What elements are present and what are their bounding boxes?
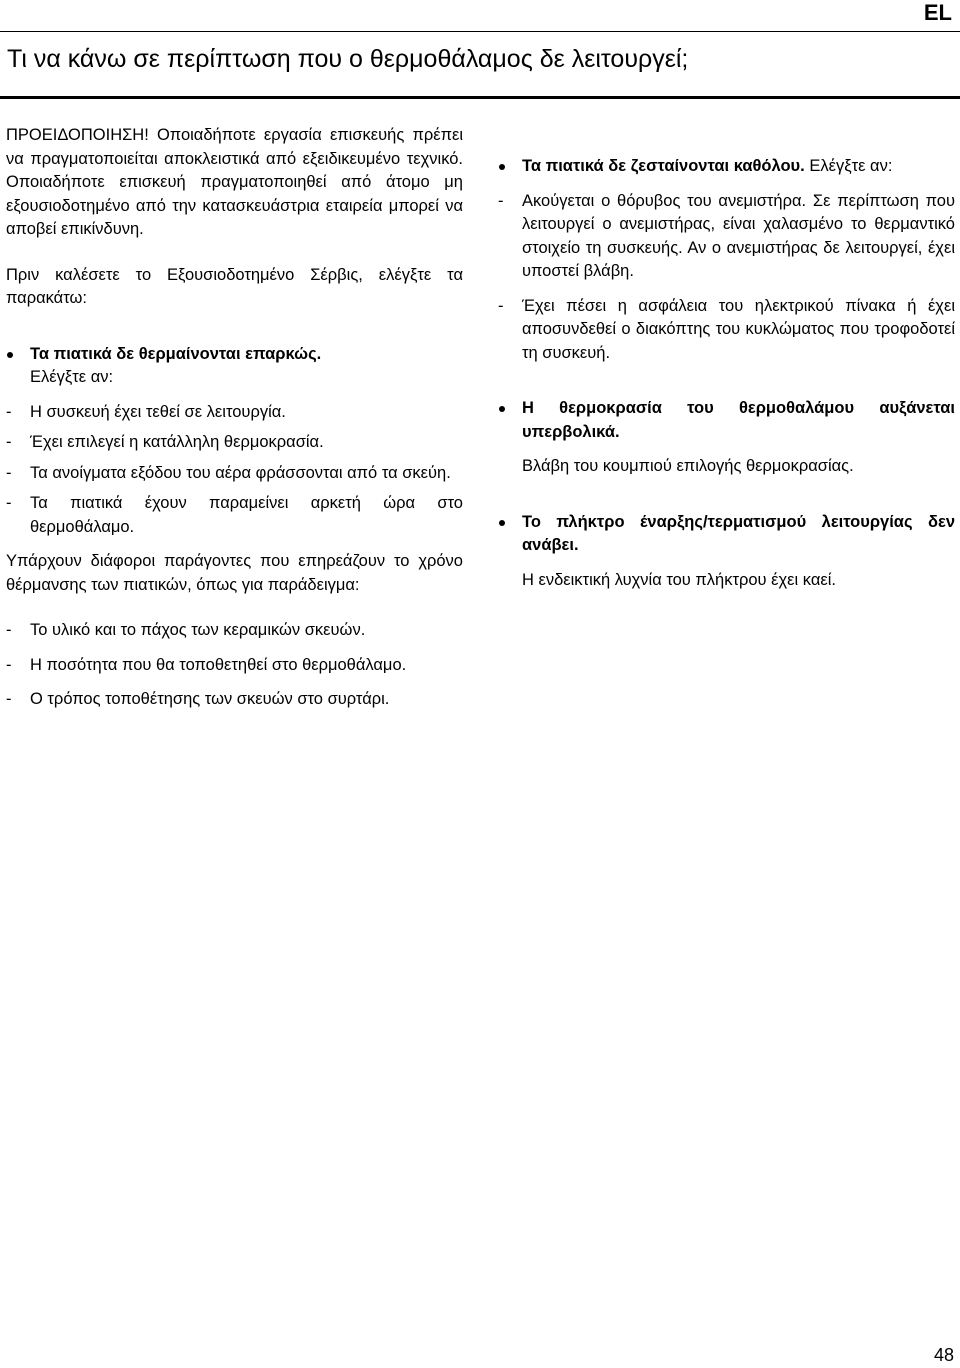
dash-marker: - [6, 402, 12, 421]
list-item-text: Η συσκευή έχει τεθεί σε λειτουργία. [30, 402, 286, 421]
check-label: Ελέγξτε αν: [30, 368, 114, 386]
dash-marker: - [6, 433, 12, 451]
list-item-text: Έχει πέσει η ασφάλεια του ηλεκτρικού πίνακα ή έχει αποσυνδεθεί ο διακόπτης του κυκλώματος που τροφοδοτεί τη συσκευή. [522, 296, 955, 362]
title-rule [0, 96, 960, 99]
bullet-icon [499, 406, 505, 412]
bullet-icon [7, 352, 13, 358]
problem-title: Τα πιατικά δε ζεσταίνονται καθόλου. [522, 157, 805, 175]
problem-cause: Βλάβη του κουμπιού επιλογής θερμοκρασίας. [522, 457, 854, 475]
dash-marker: - [6, 690, 12, 708]
bullet-icon [499, 164, 505, 170]
problem-title: Η θερμοκρασία του θερμοθαλάμου αυξάνεται υπερβολικά. [522, 399, 955, 441]
right-column [498, 155, 955, 592]
problem-text [522, 155, 955, 179]
problem-cause: Η ενδεικτική λυχνία του πλήκτρου έχει καεί. [522, 570, 836, 589]
list-item [6, 431, 463, 455]
page-number: 48 [933, 1345, 954, 1365]
list-item-text: Το υλικό και το πάχος των κεραμικών σκευών. [30, 621, 366, 639]
list-item [6, 619, 463, 643]
left-column [6, 124, 463, 712]
factors-intro: Υπάρχουν διάφοροι παράγοντες που επηρεάζουν το χρόνο θέρμανσης των πιατικών, όπως για παράδειγμα: [6, 552, 463, 594]
list-item-text: Ο τρόπος τοποθέτησης των σκευών στο συρτάρι. [30, 690, 390, 708]
dash-marker: - [6, 494, 12, 512]
problem-not-heating [498, 155, 955, 179]
list-item [6, 462, 463, 486]
list-item [6, 401, 463, 425]
language-code: EL [923, 0, 952, 25]
bullet-icon [499, 520, 505, 526]
dash-marker: - [6, 463, 12, 482]
list-item-text: Η ποσότητα που θα τοποθετηθεί στο θερμοθάλαμο. [30, 655, 407, 674]
problem-overheating [498, 397, 955, 479]
dash-marker: - [6, 621, 12, 639]
problem-button-not-lit [498, 511, 955, 593]
list-item [498, 190, 955, 284]
dash-marker: - [498, 296, 504, 315]
list-item [6, 654, 463, 678]
list-item-text: Τα ανοίγματα εξόδου του αέρα φράσσονται από τα σκεύη. [30, 463, 451, 482]
warning-paragraph: ΠΡΟΕΙΔΟΠΟΙΗΣΗ! Οποιαδήποτε εργασία επισκευής πρέπει να πραγματοποιείται αποκλειστικά από εξειδικευμένο τεχνικό. Οποιαδήποτε επισκευή πραγματοποιηθεί από άτομο μη εξουσιοδοτημένο από την κατασκευάστρια εταιρεία μπορεί να αποβεί επικίνδυνη. [6, 126, 463, 238]
problem-title: Τα πιατικά δε θερμαίνονται επαρκώς. [30, 344, 322, 363]
list-item [6, 688, 463, 712]
list-item [498, 295, 955, 366]
page-title: Τι να κάνω σε περίπτωση που ο θερμοθάλαμος δε λειτουργεί; [7, 45, 689, 73]
list-item-text: Ακούγεται ο θόρυβος του ανεμιστήρα. Σε περίπτωση που λειτουργεί ο ανεμιστήρας, είναι χαλασμένο το θερμαντικό στοιχείο τη συσκευής. Αν ο ανεμιστήρας δε λειτουργεί, έχει υποστεί βλάβη. [522, 191, 955, 280]
dash-marker: - [6, 655, 12, 674]
dash-marker: - [498, 191, 504, 210]
problem-not-warm-enough [6, 343, 463, 390]
list-item-text: Τα πιατικά έχουν παραμείνει αρκετή ώρα στο θερμοθάλαμο. [30, 494, 463, 536]
header-rule [0, 31, 960, 32]
before-call-paragraph: Πριν καλέσετε το Εξουσιοδοτημένο Σέρβις, ελέγξτε τα παρακάτω: [6, 265, 463, 307]
list-item-text: Έχει επιλεγεί η κατάλληλη θερμοκρασία. [30, 433, 324, 451]
check-label: Ελέγξτε αν: [809, 157, 893, 175]
list-item [6, 492, 463, 539]
problem-title: Το πλήκτρο έναρξης/τερματισμού λειτουργίας δεν ανάβει. [522, 512, 955, 554]
